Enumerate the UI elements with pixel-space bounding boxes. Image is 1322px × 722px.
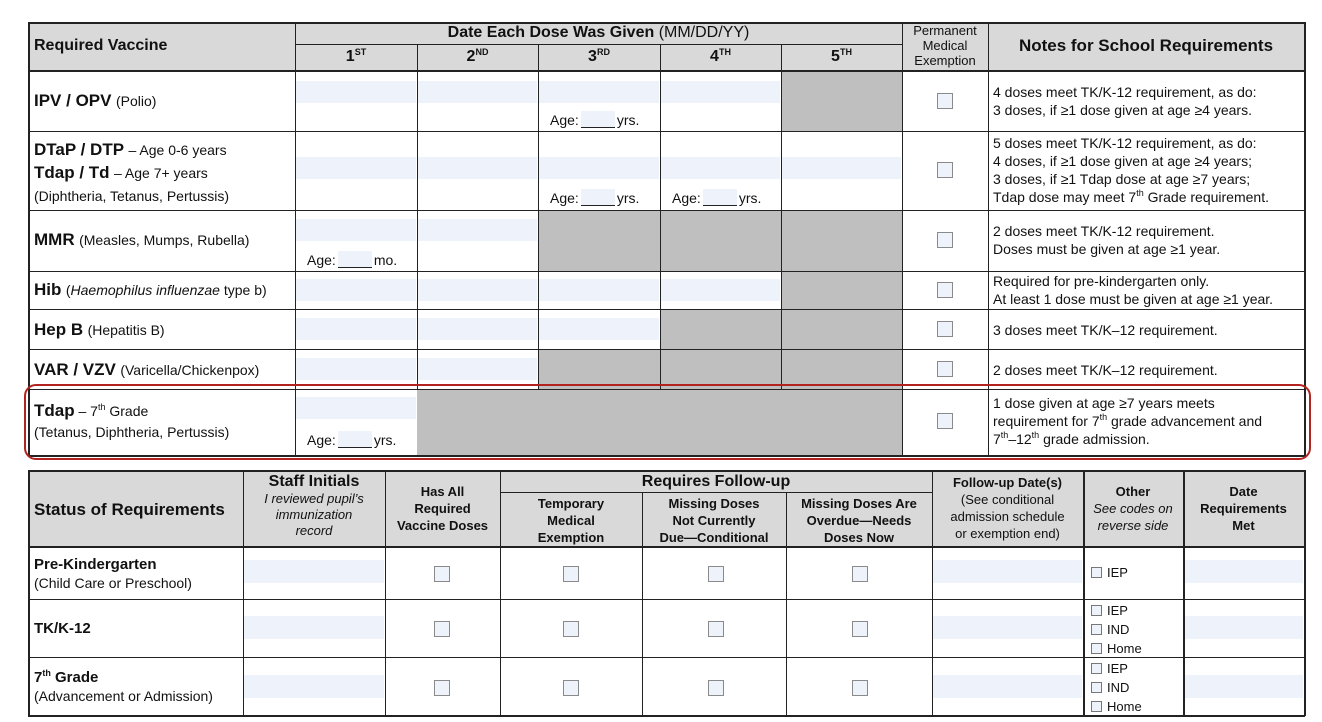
- header-other: Other See codes on reverse side: [1093, 484, 1173, 533]
- header-required-vaccine: Required Vaccine: [34, 37, 168, 54]
- mmr-dose-2-input[interactable]: [418, 219, 537, 241]
- prek-temp-exemption-checkbox[interactable]: [563, 566, 579, 582]
- grade7-other-iep[interactable]: IEP: [1091, 659, 1142, 678]
- prek-follow-up-date-input[interactable]: [933, 560, 1082, 583]
- header-dose-1: 1ST: [345, 47, 367, 65]
- tdap7-dose-1-input[interactable]: [296, 397, 416, 419]
- tk12-has-all-checkbox[interactable]: [434, 621, 450, 637]
- dtap-notes: 5 doses meet TK/K-12 requirement, as do: 4 doses, if ≥1 dose given at age ≥4 years; 3 doses, if ≥1 Tdap dose at age ≥7 years; Tdap dose may meet 7th Grade requirement.: [993, 135, 1269, 205]
- var-permanent-exemption-checkbox[interactable]: [937, 361, 953, 377]
- vaccine-name-mmr: MMR (Measles, Mumps, Rubella): [34, 230, 250, 249]
- header-staff-initials: Staff Initials I reviewed pupil’s immunization record: [264, 473, 364, 539]
- ipv-permanent-exemption-checkbox[interactable]: [937, 93, 953, 109]
- header-dose-3: 3RD: [588, 47, 610, 65]
- vaccine-name-tdap-7th: Tdap – 7th Grade (Tetanus, Diphtheria, Pertussis): [34, 401, 230, 440]
- tk12-other-options: [1091, 601, 1142, 658]
- tk12-missing-overdue-checkbox[interactable]: [852, 621, 868, 637]
- header-dates-group: Date Each Dose Was Given (MM/DD/YY): [447, 24, 750, 41]
- dtap-permanent-exemption-checkbox[interactable]: [937, 162, 953, 178]
- header-dose-2: 2ND: [466, 47, 489, 65]
- hib-dose-1-input[interactable]: [296, 279, 416, 301]
- ipv-dose-1-input[interactable]: [296, 81, 416, 103]
- mmr-permanent-exemption-checkbox[interactable]: [937, 232, 953, 248]
- header-follow-up-dates: Follow-up Date(s) (See conditional admission schedule or exemption end): [950, 475, 1065, 541]
- hib-permanent-exemption-checkbox[interactable]: [937, 282, 953, 298]
- grade7-has-all-checkbox[interactable]: [434, 680, 450, 696]
- tdap7-permanent-exemption-checkbox[interactable]: [937, 413, 953, 429]
- dtap-age-field-4[interactable]: Age: yrs.: [672, 190, 762, 206]
- disabled-cell-tdap7-2-5: [417, 389, 902, 455]
- vaccine-name-hepb: Hep B (Hepatitis B): [34, 320, 165, 339]
- checkbox-icon: [1091, 624, 1102, 635]
- var-dose-1-input[interactable]: [296, 358, 416, 380]
- hib-dose-4-input[interactable]: [661, 279, 780, 301]
- header-permanent-exemption: Permanent Medical Exemption: [913, 23, 977, 68]
- tk12-staff-initials-input[interactable]: [244, 616, 384, 639]
- hib-notes: Required for pre-kindergarten only. At least 1 dose must be given at age ≥1 year.: [993, 273, 1274, 307]
- var-dose-2-input[interactable]: [418, 358, 537, 380]
- tk12-missing-not-due-checkbox[interactable]: [708, 621, 724, 637]
- vaccine-name-ipv: IPV / OPV (Polio): [34, 91, 157, 110]
- checkbox-icon: [1091, 567, 1102, 578]
- disabled-cell-hib-5th: [781, 271, 902, 309]
- tk12-date-met-input[interactable]: [1184, 616, 1303, 639]
- prek-other-iep[interactable]: IEP: [1091, 565, 1128, 581]
- dtap-dose-3-input[interactable]: [539, 157, 659, 179]
- tk12-other-ind[interactable]: IND: [1091, 620, 1142, 639]
- prek-staff-initials-input[interactable]: [244, 560, 384, 583]
- header-missing-not-due: Missing Doses Not Currently Due—Conditional: [659, 496, 769, 545]
- checkbox-icon: [1091, 682, 1102, 693]
- var-notes: 2 doses meet TK/K–12 requirement.: [993, 362, 1218, 378]
- ipv-notes: 4 doses meet TK/K-12 requirement, as do: 3 doses, if ≥1 dose given at age ≥4 years.: [993, 84, 1257, 118]
- grade7-other-ind[interactable]: IND: [1091, 678, 1142, 697]
- prek-missing-not-due-checkbox[interactable]: [708, 566, 724, 582]
- grade7-other-options: [1091, 659, 1142, 716]
- header-requires-follow-up: Requires Follow-up: [641, 473, 791, 490]
- checkbox-icon: [1091, 605, 1102, 616]
- hepb-dose-2-input[interactable]: [418, 318, 537, 340]
- disabled-cell-mmr-3-5: [538, 210, 902, 271]
- header-has-all-doses: Has All Required Vaccine Doses: [396, 484, 489, 533]
- mmr-dose-1-input[interactable]: [296, 219, 416, 241]
- mmr-notes: 2 doses meet TK/K-12 requirement. Doses must be given at age ≥1 year.: [993, 223, 1221, 257]
- tk12-other-iep[interactable]: IEP: [1091, 601, 1142, 620]
- header-date-requirements-met: Date Requirements Met: [1200, 484, 1287, 533]
- dtap-dose-5-input[interactable]: [782, 157, 901, 179]
- status-row-grade7-label: 7th Grade (Advancement or Admission): [34, 668, 213, 704]
- prek-has-all-checkbox[interactable]: [434, 566, 450, 582]
- ipv-dose-4-input[interactable]: [661, 81, 780, 103]
- grade7-other-home[interactable]: Home: [1091, 697, 1142, 716]
- ipv-dose-2-input[interactable]: [418, 81, 537, 103]
- prek-missing-overdue-checkbox[interactable]: [852, 566, 868, 582]
- header-missing-overdue: Missing Doses Are Overdue—Needs Doses Now: [801, 496, 917, 545]
- tdap7-age-field[interactable]: Age: yrs.: [307, 432, 397, 448]
- hepb-permanent-exemption-checkbox[interactable]: [937, 321, 953, 337]
- hib-dose-2-input[interactable]: [418, 279, 537, 301]
- checkbox-icon: [1091, 701, 1102, 712]
- tk12-temp-exemption-checkbox[interactable]: [563, 621, 579, 637]
- vaccine-name-dtap: DTaP / DTP – Age 0-6 years Tdap / Td – Age 7+ years (Diphtheria, Tetanus, Pertussis): [34, 140, 230, 204]
- hepb-notes: 3 doses meet TK/K–12 requirement.: [993, 322, 1218, 338]
- grade7-missing-overdue-checkbox[interactable]: [852, 680, 868, 696]
- checkbox-icon: [1091, 643, 1102, 654]
- header-dose-4: 4TH: [710, 47, 731, 65]
- status-row-prek-label: Pre-Kindergarten (Child Care or Preschool): [34, 556, 192, 591]
- dtap-dose-2-input[interactable]: [418, 157, 537, 179]
- vaccine-name-hib: Hib (Haemophilus influenzae type b): [34, 280, 267, 299]
- header-dose-5: 5TH: [831, 47, 852, 65]
- prek-date-met-input[interactable]: [1184, 560, 1303, 583]
- disabled-cell-var-3-5: [538, 349, 902, 389]
- grade7-missing-not-due-checkbox[interactable]: [708, 680, 724, 696]
- grade7-date-met-input[interactable]: [1184, 675, 1303, 698]
- disabled-cell-ipv-5th: [781, 70, 902, 131]
- dtap-age-field-3[interactable]: Age: yrs.: [550, 190, 640, 206]
- grade7-staff-initials-input[interactable]: [244, 675, 384, 698]
- header-status-of-requirements: Status of Requirements: [34, 500, 225, 519]
- header-temporary-exemption: Temporary Medical Exemption: [537, 496, 605, 545]
- grade7-follow-up-date-input[interactable]: [933, 675, 1082, 698]
- header-notes: Notes for School Requirements: [1018, 36, 1274, 55]
- tdap7-notes: 1 dose given at age ≥7 years meets requirement for 7th grade advancement and 7th–12th grade admission.: [993, 395, 1263, 447]
- hib-dose-3-input[interactable]: [539, 279, 659, 301]
- tk12-follow-up-date-input[interactable]: [933, 616, 1082, 639]
- hepb-dose-3-input[interactable]: [539, 318, 659, 340]
- dtap-dose-1-input[interactable]: [296, 157, 416, 179]
- grade7-temp-exemption-checkbox[interactable]: [563, 680, 579, 696]
- vaccine-name-var: VAR / VZV (Varicella/Chickenpox): [34, 360, 260, 379]
- mmr-age-field[interactable]: Age: mo.: [307, 252, 398, 268]
- tk12-other-home[interactable]: Home: [1091, 639, 1142, 658]
- ipv-dose-3-input[interactable]: [539, 81, 659, 103]
- checkbox-icon: [1091, 663, 1102, 674]
- ipv-age-field[interactable]: Age: yrs.: [550, 112, 640, 128]
- status-row-tk12-label: TK/K-12: [34, 620, 91, 637]
- hepb-dose-1-input[interactable]: [296, 318, 416, 340]
- dtap-dose-4-input[interactable]: [661, 157, 780, 179]
